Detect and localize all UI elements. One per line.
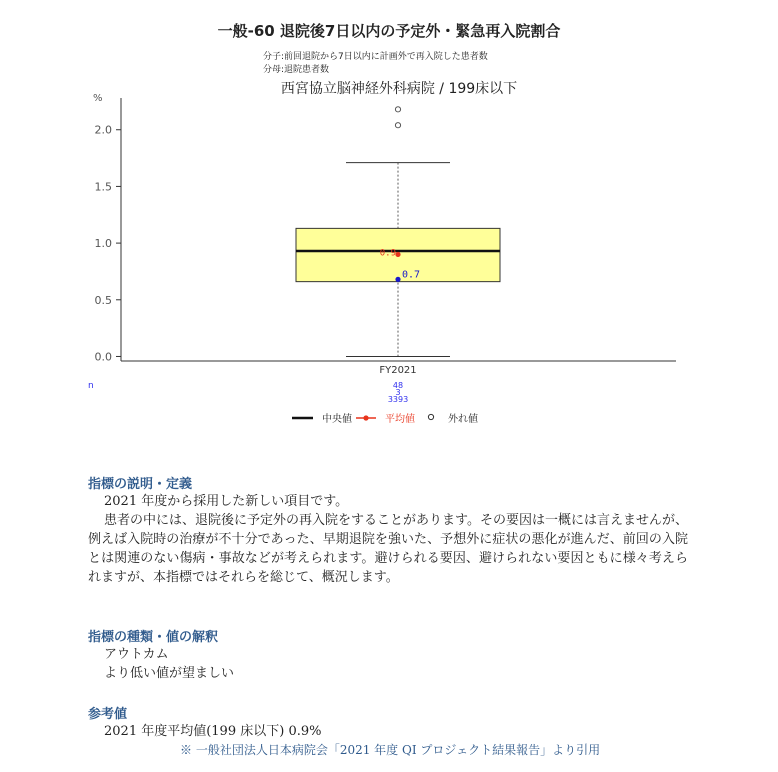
reference-line-1: 2021 年度平均値(199 床以下) 0.9% bbox=[104, 724, 322, 739]
n-value-1: 48 bbox=[392, 381, 404, 390]
legend-outlier-swatch bbox=[428, 414, 433, 419]
chart-title: 一般-60 退院後7日以内の予定外・緊急再入院割合 bbox=[217, 22, 561, 40]
definition-section bbox=[88, 473, 688, 587]
chart-subtitle: 西宮協立脳神経外科病院 / 199床以下 bbox=[280, 81, 518, 97]
n-value-3: 3393 bbox=[387, 395, 409, 404]
type-line-1: アウトカム bbox=[104, 647, 169, 662]
reference-credit: ※ 一般社団法人日本病院会「2021 年度 QI プロジェクト結果報告」より引用 bbox=[180, 743, 601, 757]
box-series bbox=[296, 107, 500, 357]
definition-paragraph-2: 患者の中には、退院後に予定外の再入院をすることがあります。その要因は一概には言えませんが、例えば入院時の治療が不十分であった、早期退院を強いた、予想外に症状の悪化が進んだ、前回の入院とは関連のない傷病・事故などが考えられます。避けられる要因、避けられない要因ともに様々考えられますが、本指標ではそれらを総じて、概況します。 bbox=[88, 513, 688, 585]
legend-mean-swatch-point bbox=[363, 415, 368, 420]
legend-median-label: 中央値 bbox=[322, 414, 352, 425]
mean-point bbox=[395, 252, 400, 257]
definition-title: 指標の説明・定義 bbox=[88, 477, 193, 492]
definition-paragraph-1: 2021 年度から採用した新しい項目です。 bbox=[104, 494, 349, 509]
legend-outlier-label: 外れ値 bbox=[448, 414, 478, 425]
type-line-2: より低い値が望ましい bbox=[104, 666, 235, 681]
x-tick-label: FY2021 bbox=[379, 365, 417, 376]
y-unit-label: % bbox=[93, 93, 103, 104]
outlier-points bbox=[395, 107, 400, 128]
n-value-2: 3 bbox=[395, 388, 401, 397]
mean-label: 0.9 bbox=[379, 248, 396, 259]
legend-mean-label: 平均値 bbox=[385, 414, 415, 425]
outlier-point bbox=[395, 107, 400, 112]
denominator-label: 分母:退院患者数 bbox=[263, 65, 330, 75]
y-axis-ticks bbox=[95, 124, 122, 364]
type-title: 指標の種類・値の解釈 bbox=[88, 630, 219, 645]
hospital-value-point bbox=[395, 277, 400, 282]
y-tick-label: 0.5 bbox=[94, 293, 112, 307]
type-section bbox=[88, 626, 688, 683]
reference-title: 参考値 bbox=[88, 707, 128, 722]
y-tick-label: 1.5 bbox=[94, 180, 112, 194]
n-label: n bbox=[88, 381, 94, 391]
hospital-value-label: 0.7 bbox=[402, 269, 421, 281]
y-tick-label: 2.0 bbox=[94, 123, 112, 137]
y-tick-label: 1.0 bbox=[94, 237, 112, 251]
y-tick-label: 0.0 bbox=[94, 350, 112, 364]
numerator-label: 分子:前回退院から7日以内に計画外で再入院した患者数 bbox=[263, 52, 488, 62]
reference-section bbox=[88, 703, 688, 741]
outlier-point bbox=[395, 123, 400, 128]
legend bbox=[292, 412, 478, 425]
